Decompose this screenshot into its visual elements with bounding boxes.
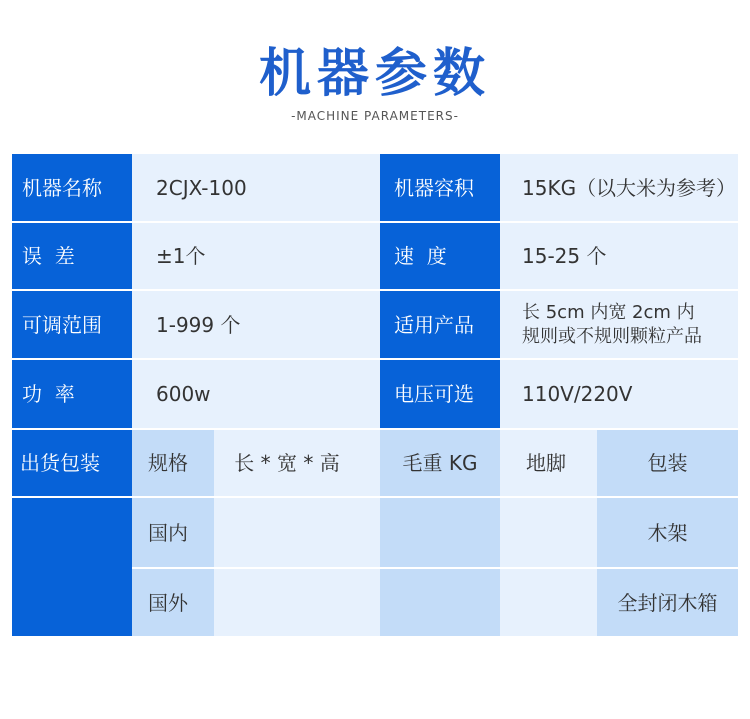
shipping-header-packaging: 包装	[597, 430, 738, 496]
shipping-header-spec: 规格	[132, 430, 214, 496]
label-machine-capacity: 机器容积	[380, 154, 500, 221]
label-voltage: 电压可选	[380, 360, 500, 428]
shipping-label-empty	[12, 498, 132, 636]
shipping-base-overseas	[500, 569, 597, 636]
shipping-packaging-overseas: 全封闭木箱	[597, 569, 738, 636]
value-error: ±1个	[132, 223, 380, 289]
shipping-header-weight: 毛重 KG	[380, 430, 500, 496]
value-applicable-products	[500, 291, 738, 358]
shipping-packaging-domestic: 木架	[597, 498, 738, 567]
shipping-weight-overseas	[380, 569, 500, 636]
shipping-base-domestic	[500, 498, 597, 567]
page-title: 机器参数	[258, 44, 491, 104]
shipping-dims-overseas	[214, 569, 380, 636]
shipping-spec-overseas: 国外	[132, 569, 214, 636]
value-power: 600w	[132, 360, 380, 428]
value-machine-name: 2CJX-100	[132, 154, 380, 221]
value-machine-capacity: 15KG（以大米为参考）	[500, 154, 738, 221]
label-applicable-products: 适用产品	[380, 291, 500, 358]
label-adjustable-range: 可调范围	[12, 291, 132, 358]
label-machine-name: 机器名称	[12, 154, 132, 221]
label-error: 误 差	[12, 223, 132, 289]
shipping-weight-domestic	[380, 498, 500, 567]
shipping-dims-domestic	[214, 498, 380, 567]
label-shipping-packaging: 出货包装	[12, 430, 132, 496]
applicable-products-line1: 长 5cm 内宽 2cm 内	[522, 301, 695, 323]
page-subtitle: -MACHINE PARAMETERS-	[291, 109, 459, 123]
value-adjustable-range: 1-999 个	[132, 291, 380, 358]
shipping-header-base: 地脚	[500, 430, 597, 496]
label-speed: 速 度	[380, 223, 500, 289]
applicable-products-line2: 规则或不规则颗粒产品	[522, 325, 702, 347]
shipping-header-dimensions: 长 * 宽 * 高	[214, 430, 380, 496]
label-power: 功 率	[12, 360, 132, 428]
value-speed: 15-25 个	[500, 223, 738, 289]
value-voltage: 110V/220V	[500, 360, 738, 428]
shipping-spec-domestic: 国内	[132, 498, 214, 567]
